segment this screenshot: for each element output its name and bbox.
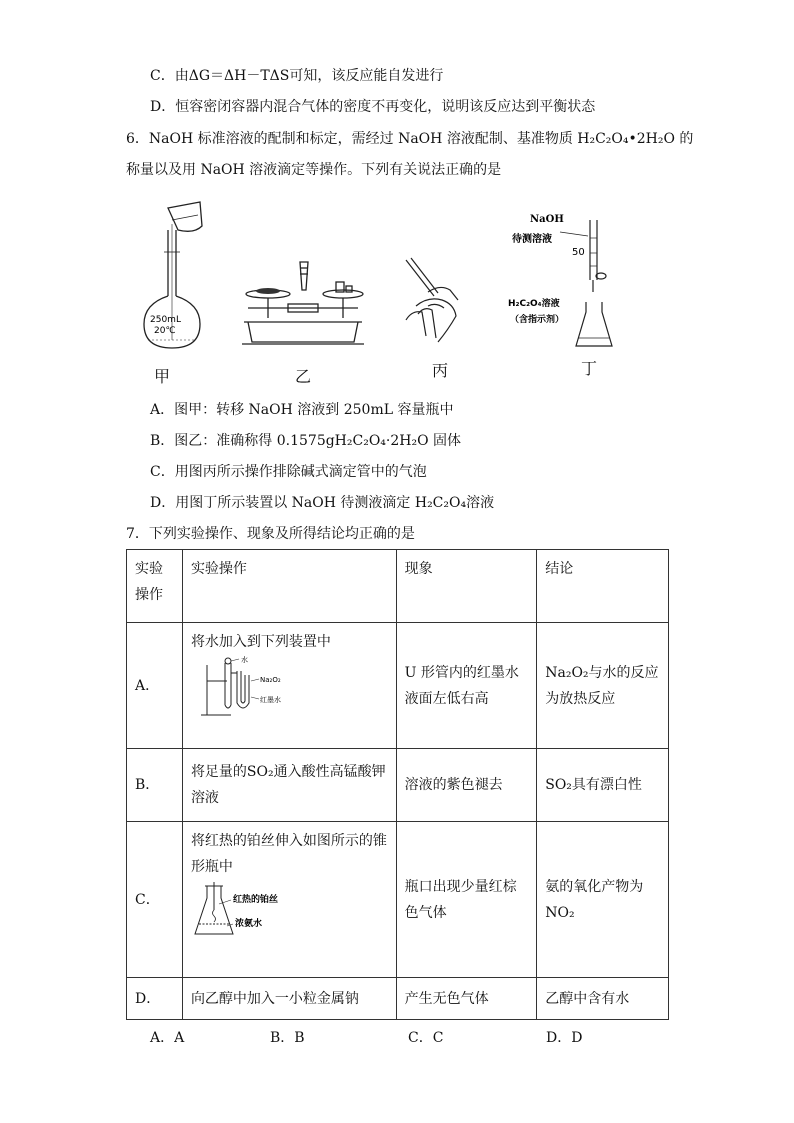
conical-flask-figure bbox=[191, 880, 301, 938]
row-label: D． bbox=[127, 978, 183, 1020]
ink-label: 红墨水 bbox=[259, 696, 281, 704]
header-label: 实验操作 bbox=[127, 550, 183, 623]
platinum-label: 红热的铂丝 bbox=[232, 895, 278, 905]
flask-volume-label: 250mL bbox=[150, 315, 181, 325]
q6-option-c: C．用图丙所示操作排除碱式滴定管中的气泡 bbox=[150, 464, 427, 480]
q5-option-d: D．恒容密闭容器内混合气体的密度不再变化，说明该反应达到平衡状态 bbox=[150, 99, 596, 115]
figure-label-yi: 乙 bbox=[295, 367, 312, 386]
q6-stem-line2: 称量以及用 NaOH 溶液滴定等操作。下列有关说法正确的是 bbox=[126, 162, 502, 178]
table-row bbox=[127, 623, 669, 749]
choice-d[interactable]: D．D bbox=[546, 1030, 583, 1046]
experiment-table bbox=[126, 549, 669, 1020]
choice-a[interactable]: A．A bbox=[150, 1030, 185, 1046]
row-operation: 向乙醇中加入一小粒金属钠 bbox=[182, 978, 396, 1020]
header-operation: 实验操作 bbox=[182, 550, 396, 623]
row-label: B． bbox=[127, 749, 183, 822]
q6-option-d: D．用图丁所示装置以 NaOH 待测液滴定 H₂C₂O₄溶液 bbox=[150, 495, 495, 511]
ammonia-label: 浓氨水 bbox=[234, 919, 262, 929]
header-conclusion: 结论 bbox=[537, 550, 669, 623]
row-label: A． bbox=[127, 623, 183, 749]
row-operation-text: 将水加入到下列装置中 bbox=[190, 634, 331, 650]
flask-temp-label: 20℃ bbox=[154, 326, 176, 336]
row-operation: 将足量的SO₂通入酸性高锰酸钾溶液 bbox=[182, 749, 396, 822]
row-conclusion: SO₂具有漂白性 bbox=[537, 749, 669, 822]
row-operation-text: 将红热的铂丝伸入如图所示的锥形瓶中 bbox=[190, 833, 387, 875]
row-phenomenon: 瓶口出现少量红棕色气体 bbox=[396, 822, 537, 978]
table-row bbox=[127, 822, 669, 978]
row-phenomenon: 产生无色气体 bbox=[396, 978, 537, 1020]
row-phenomenon: U 形管内的红墨水液面左低右高 bbox=[396, 623, 537, 749]
row-operation bbox=[182, 822, 396, 978]
choice-c[interactable]: C．C bbox=[408, 1030, 444, 1046]
indicator-label: （含指示剂） bbox=[510, 315, 565, 325]
table-row bbox=[127, 749, 669, 822]
row-conclusion: 乙醇中含有水 bbox=[537, 978, 669, 1020]
q5-option-c: C．由ΔG＝ΔH－TΔS可知，该反应能自发进行 bbox=[150, 68, 444, 84]
titration-figure bbox=[504, 208, 624, 358]
figure-label-jia: 甲 bbox=[154, 367, 171, 386]
table-row bbox=[127, 978, 669, 1020]
burette-mark-label: 50 bbox=[572, 247, 585, 258]
choice-b[interactable]: B．B bbox=[270, 1030, 305, 1046]
hand-burette-figure bbox=[398, 256, 468, 348]
q7-stem: 7．下列实验操作、现象及所得结论均正确的是 bbox=[126, 526, 415, 542]
water-label: 水 bbox=[240, 656, 248, 664]
row-conclusion: 氨的氧化产物为NO₂ bbox=[537, 822, 669, 978]
balance-figure bbox=[238, 258, 368, 352]
volumetric-flask-figure bbox=[138, 200, 208, 360]
table-header-row bbox=[127, 550, 669, 623]
figure-label-ding: 丁 bbox=[581, 359, 598, 378]
na2o2-apparatus-figure bbox=[191, 655, 291, 719]
q7-answer-choices bbox=[150, 1027, 650, 1047]
row-conclusion: Na₂O₂与水的反应为放热反应 bbox=[537, 623, 669, 749]
q6-stem-line1: 6．NaOH 标准溶液的配制和标定，需经过 NaOH 溶液配制、基准物质 H₂C₂O₄•2H₂O 的 bbox=[126, 131, 694, 147]
figure-label-bing: 丙 bbox=[432, 361, 449, 380]
row-label: C． bbox=[127, 822, 183, 978]
na2o2-label: Na₂O₂ bbox=[259, 676, 281, 684]
naoh-label: NaOH bbox=[530, 214, 564, 225]
daice-label: 待测溶液 bbox=[512, 234, 552, 245]
h2c2o4-label: H₂C₂O₄溶液 bbox=[508, 299, 560, 309]
row-phenomenon: 溶液的紫色褪去 bbox=[396, 749, 537, 822]
row-operation bbox=[182, 623, 396, 749]
q6-option-a: A．图甲：转移 NaOH 溶液到 250mL 容量瓶中 bbox=[150, 402, 454, 418]
header-phenomenon: 现象 bbox=[396, 550, 537, 623]
q6-option-b: B．图乙：准确称得 0.1575gH₂C₂O₄·2H₂O 固体 bbox=[150, 433, 462, 449]
